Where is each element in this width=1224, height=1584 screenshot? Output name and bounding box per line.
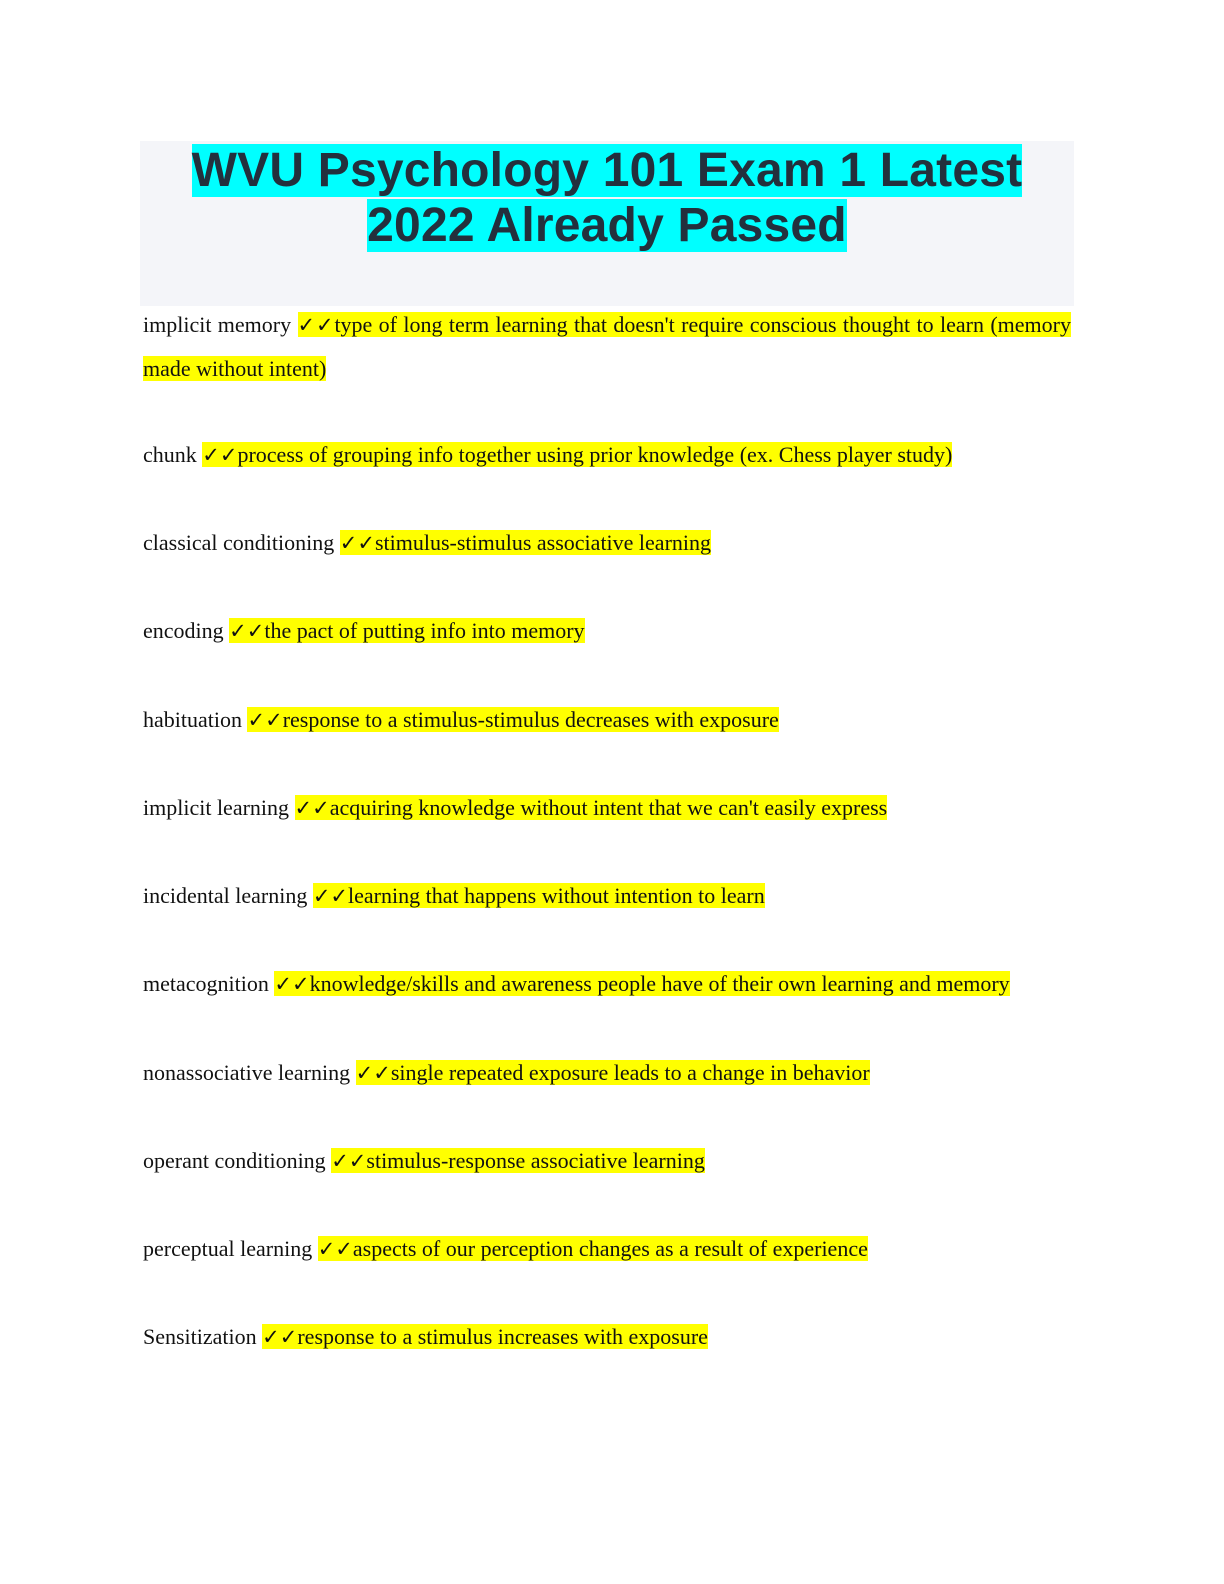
entry-term: chunk xyxy=(143,442,197,467)
entry-term: metacognition xyxy=(143,971,269,996)
check-icon: ✓✓ xyxy=(247,708,283,732)
entry-definition: response to a stimulus-stimulus decreases with exposure xyxy=(282,707,779,732)
entry-operant-conditioning xyxy=(143,1139,1071,1183)
entry-definition: aspects of our perception changes as a result of experience xyxy=(352,1236,868,1261)
entry-encoding xyxy=(143,609,1071,653)
check-icon: ✓✓ xyxy=(274,972,310,996)
entry-definition: stimulus-response associative learning xyxy=(366,1148,705,1173)
entry-term: implicit learning xyxy=(143,795,290,820)
entry-definition: stimulus-stimulus associative learning xyxy=(374,530,712,555)
check-icon: ✓✓ xyxy=(229,619,265,643)
entry-chunk xyxy=(143,433,1071,477)
entry-term: operant conditioning xyxy=(143,1148,326,1173)
title-line-2: 2022 Already Passed xyxy=(367,199,847,252)
check-icon: ✓✓ xyxy=(262,1325,298,1349)
entry-term: classical conditioning xyxy=(143,530,335,555)
entry-implicit-memory xyxy=(143,303,1071,391)
entry-habituation xyxy=(143,698,1071,742)
check-icon: ✓✓ xyxy=(355,1061,391,1085)
entry-term: habituation xyxy=(143,707,242,732)
check-icon: ✓✓ xyxy=(312,884,349,908)
entry-definition: response to a stimulus increases with exposure xyxy=(297,1324,708,1349)
entry-metacognition xyxy=(143,962,1071,1006)
glossary-entries xyxy=(143,306,1071,1359)
entry-term: implicit memory xyxy=(143,312,292,337)
check-icon: ✓✓ xyxy=(297,313,335,337)
entry-nonassociative-learning xyxy=(143,1051,1071,1095)
check-icon: ✓✓ xyxy=(331,1149,367,1173)
entry-definition: acquiring knowledge without intent that we can't easily express xyxy=(329,795,888,820)
entry-term: Sensitization xyxy=(143,1324,257,1349)
check-icon: ✓✓ xyxy=(202,443,238,467)
entry-classical-conditioning xyxy=(143,521,1071,565)
entry-term: incidental learning xyxy=(143,883,308,908)
title-line-1: WVU Psychology 101 Exam 1 Latest xyxy=(191,144,1023,197)
entry-incidental-learning xyxy=(143,874,1071,918)
entry-definition: knowledge/skills and awareness people have of their own learning and memory xyxy=(309,971,1010,996)
entry-term: encoding xyxy=(143,618,224,643)
check-icon: ✓✓ xyxy=(294,796,330,820)
page-title xyxy=(140,143,1074,253)
entry-term: nonassociative learning xyxy=(143,1060,351,1085)
entry-implicit-learning xyxy=(143,786,1071,830)
entry-definition: type of long term learning that doesn't require conscious thought to learn (memory made without intent) xyxy=(143,312,1071,381)
entry-term: perceptual learning xyxy=(143,1236,313,1261)
entry-definition: the pact of putting info into memory xyxy=(264,618,585,643)
entry-definition: process of grouping info together using prior knowledge (ex. Chess player study) xyxy=(237,442,953,467)
title-block xyxy=(140,141,1074,306)
entry-definition: learning that happens without intention to learn xyxy=(348,883,765,908)
check-icon: ✓✓ xyxy=(317,1237,353,1261)
check-icon: ✓✓ xyxy=(339,531,375,555)
entry-definition: single repeated exposure leads to a change in behavior xyxy=(390,1060,870,1085)
entry-sensitization xyxy=(143,1315,1071,1359)
entry-perceptual-learning xyxy=(143,1227,1071,1271)
